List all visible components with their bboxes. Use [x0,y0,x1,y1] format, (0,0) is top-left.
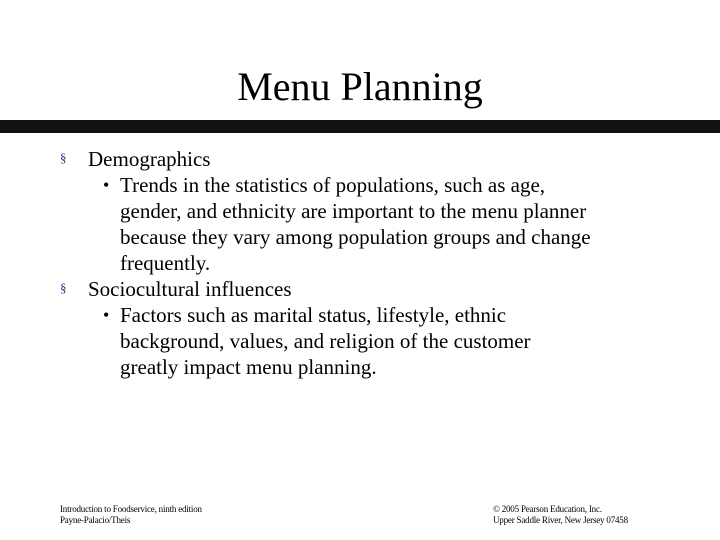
footer-left [60,504,202,526]
dot-bullet-icon: • [103,175,110,195]
sub-bullet-sociocultural [60,302,700,380]
footer-book-title: Introduction to Foodservice, ninth edition [60,504,202,514]
footer-copyright: © 2005 Pearson Education, Inc. [493,504,602,514]
sub-bullet-line: because they vary among population groups and change [120,225,591,249]
bullet-demographics [60,146,700,172]
sub-bullet-line: Factors such as marital status, lifestyle, ethnic [120,303,507,327]
page-title: Menu Planning [237,64,483,109]
footer-authors: Payne-Palacio/Theis [60,515,131,525]
sub-bullet-line: gender, and ethnicity are important to the menu planner [120,199,587,223]
sub-bullet-line: Trends in the statistics of populations, such as age, [120,173,546,197]
sub-bullet-line: greatly impact menu planning. [120,355,377,379]
bullet-sociocultural [60,276,700,302]
sub-bullet-line: background, values, and religion of the customer [120,329,531,353]
footer-address: Upper Saddle River, New Jersey 07458 [493,515,628,525]
title-divider [0,120,720,133]
sub-bullet-line: frequently. [120,251,211,275]
square-bullet-icon: § [60,150,67,165]
footer-right [493,504,628,526]
bullet-text: Demographics [88,147,211,171]
bullet-text: Sociocultural influences [88,277,292,301]
slide-content [60,146,700,380]
sub-bullet-demographics [60,172,700,276]
dot-bullet-icon: • [103,305,110,325]
square-bullet-icon: § [60,280,67,295]
